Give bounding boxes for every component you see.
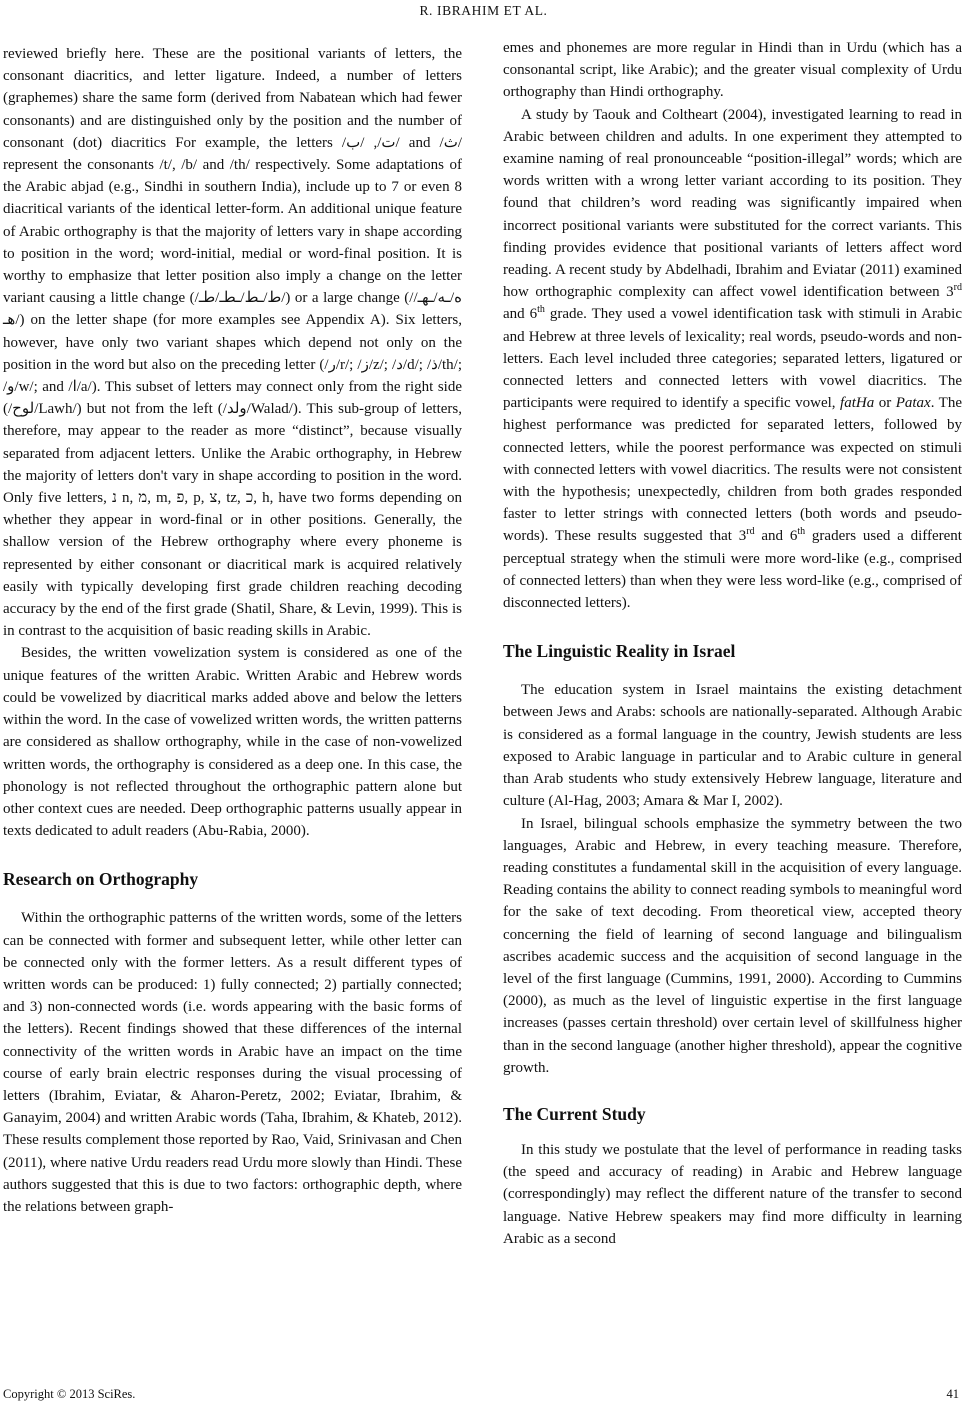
paragraph-positional-variants: reviewed briefly here. These are the positional variants of letters, the consonant diacritics, and letter ligature. Indeed, a number of letters (graphemes) share the same form (derived from Nabatean which had fewer consonants) and are distinguished only by the position and the number of consonant (dot) diacritics For example, the letters /ت/, /ب/ and /ث/ represent the consonants /t/, /b/ and /th/ respectively. Some adaptations of the Arabic abjad (e.g., Sindhi in southern India), include up to 7 or even 8 diacritical variants of the identical letter-form. An additional unique feature of Arabic orthography is that the majority of letters vary in shape according to position in the word; word-initial, medial or word-final position. It is worthy to emphasize that letter position also imply a change on the letter variant causing a little change (/ط/ـط/ـطـ/طـ/) or a large change (/ه/ـه/ـهـ/هـ/) on the letter shape (for more examples see Appendix A). Six letters, however, have only two variant shapes which depend not only on the position in the word but also on the preceding letter (/ر/r/; /ز/z/; /د/d/; /ذ/th/; /و/w/; and /ا/a/). This subset of letters may connect only from the right side (/لوح/Lawh/) but not from the left (/ولد/Walad/). This sub-group of letters, therefore, may appear to the reader as more “distinct”, because visually separated from adjacent letters. Unlike the Arabic orthography, in Hebrew the majority of letters don't vary in shape according to position in the word. Only five letters, נ n, מ, m, פ, p, צ, tz, כ, h, have two forms depending on whether they appear in word-final or in other positions. Generally, the shallow version of the Hebrew orthography where every phoneme is represented by either consonant or diacritical mark is acquired relatively easily with typically developing first grade children reaching decoding accuracy by the end of the first grade (Shatil, Share, & Levin, 1999). This is in contrast to the acquisition of basic reading skills in Arabic. (3, 46, 463, 640)
left-column (3, 43, 462, 1218)
heading-linguistic-reality: The Linguistic Reality in Israel (503, 641, 736, 662)
running-header: R. IBRAHIM ET AL. (419, 3, 548, 18)
paragraph-orthographic-patterns: Within the orthographic patterns of the written words, some of the letters can be connected with former and subsequent letter, while other letter can be connected only with the former letters. As a result different types of written words can be produced: 1) fully connected; 2) partially connected; and 3) non-connected words (i.e. words appearing with the basic forms of the letters). Recent findings showed that these differences of the internal connectivity of the written words in Arabic have an impact on the time course of early brain electric responses during the visual processing of letters (Ibrahim, Eviatar, & Aharon-Peretz, 2002; Eviatar, Ibrahim, & Ganayim, 2004) and written Arabic words (Taha, Ibrahim, & Khateb, 2012). These results complement those reported by Rao, Vaid, Srinivasan and Chen (2011), where native Urdu readers read Urdu more slowly than Hindi. These authors suggested that this is due to two factors: orthographic depth, where the relations between graph- (3, 910, 462, 1215)
paragraph-current-study: In this study we postulate that the level of performance in reading tasks (the speed and accuracy of reading) in Arabic and Hebrew language (correspondingly) may reflect the different nature of the transfer to second language. Native Hebrew speakers may find more difficulty in learning Arabic as a second (503, 1141, 962, 1247)
paragraph-bilingual-schools: In Israel, bilingual schools emphasize the symmetry between the two languages, Arabic and Hebrew, in every teaching measure. Therefore, reading constitutes a fundamental skill in the acquisition of every language. Reading contains the ability to connect reading symbols to meaningful word for the sake of text decoding. From theoretical view, accepted theory concerning the field of learning of second language and bilingualism ascribes academic success and the acquisition of second language in the level of the first language (Cummins, 1991, 2000). According to Cummins (2000), as much as the level of linguistic expertise in the first language increases (passes certain threshold) over certain level of skillfulness higher than in the second language (another higher threshold), appear the cognitive growth. (503, 815, 962, 1076)
paragraph-education-system: The education system in Israel maintains the existing detachment between Jews and Arabs: schools are nationally-separated. Although Arabic is considered as a formal language in the country, Jewish students are less exposed to Arabic language in particular and to Arabic culture in general than Arab students who study extensively Hebrew language, literature and culture (Al-Hag, 2003; Amara & Mar I, 2002). (503, 682, 962, 810)
paragraph-urdu-hindi: emes and phonemes are more regular in Hindi than in Urdu (which has a consonantal script, like Arabic); and the greater visual complexity of Urdu orthography than Hindi orthography. (503, 40, 962, 101)
paragraph-taouk-study: A study by Taouk and Coltheart (2004), investigated learning to read in Arabic between children and adults. In one experiment they attempted to examine naming of real pronounceable “position-illegal” words; which are words written with a wrong letter variant according to its position. They found that children’s word reading was significantly impaired when incorrect positional variants were substituted for the correct variants. This finding provides evidence that positional variants of letters affect word reading. A recent study by Abdelhadi, Ibrahim and Eviatar (2011) examined how orthographic complexity can affect vowel identification between 3rd and 6th grade. They used a vowel identification task with stimuli in Arabic and Hebrew at three levels of lexicality; real words, pseudo-words and non-letters. Each level included three categories; separated letters, ligatured or connected letters and connected letters with vowel diacritics. The participants were required to identify a specific vowel, fatHa or Patax. The highest performance was predicted for separated letters, followed by connected letters, while the poorest performance was expected on stimuli with connected letters with vowel diacritics. The results were not consistent with the hypothesis; unexpectedly, children from both grades responded faster to letter strings with connected letters (both words and pseudo-words). These results suggested that 3rd and 6th graders used a different perceptual strategy when the stimuli were more word-like (e.g., comprised of connected letters) than when they were less word-like (e.g., comprised of disconnected letters). (503, 106, 962, 612)
heading-current-study: The Current Study (503, 1103, 646, 1124)
paragraph-vowelization: Besides, the written vowelization system is considered as one of the unique features of the written Arabic. Written Arabic and Hebrew words could be vowelized by diacritical marks added above and below the letters within the word. In the case of vowelized written words, the written patterns are considered as shallow orthography, while in the case of non-vowelized written words, the orthography is considered as a deep one. In this case, the phonology is not reflected throughout the orthographic pattern alone but other context cues are needed. Deep orthographic patterns usually appear in texts dedicated to adult readers (Abu-Rabia, 2000). (3, 645, 462, 840)
heading-research-orthography: Research on Orthography (3, 869, 199, 890)
page-number: 41 (946, 1387, 959, 1401)
right-column (503, 37, 962, 1250)
copyright-footer: Copyright © 2013 SciRes. (3, 1387, 136, 1401)
